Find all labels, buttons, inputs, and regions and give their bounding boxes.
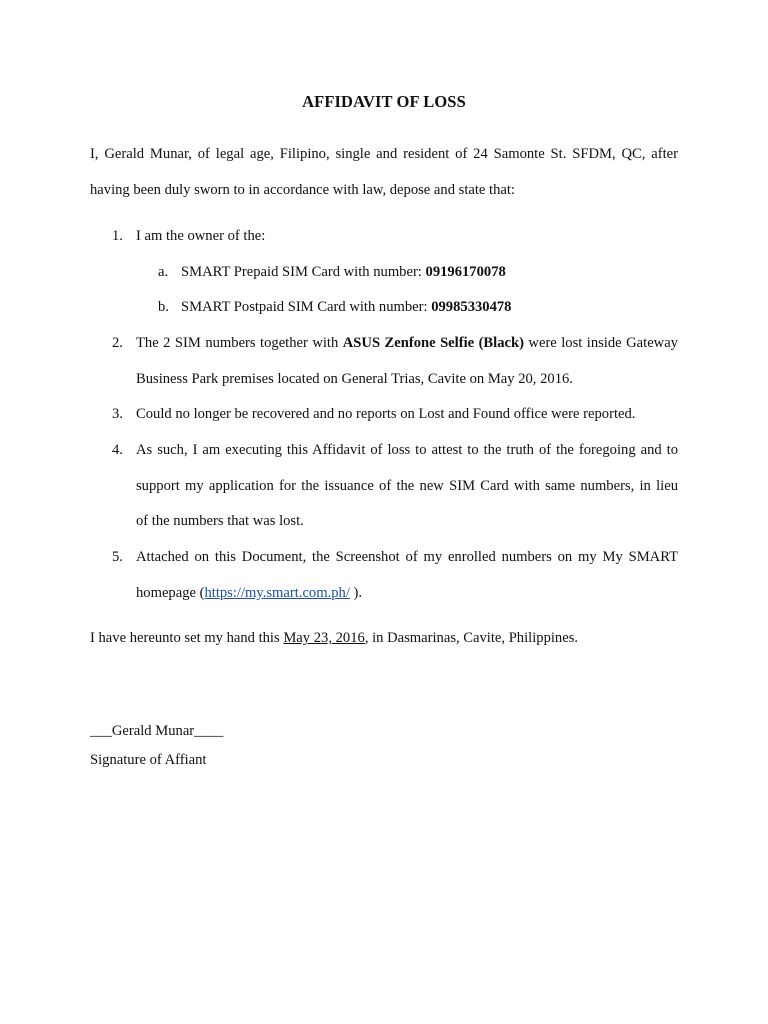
subitem-b-text <box>181 297 511 317</box>
subitem-a-letter: a. <box>158 264 169 280</box>
item-2-number: 2. <box>112 335 123 351</box>
item-5-line-1: Attached on this Document, the Screenshot of my enrolled numbers on my My SMART <box>136 549 678 565</box>
closing-statement <box>90 628 578 648</box>
subitem-b-letter: b. <box>158 299 169 315</box>
smart-homepage-link[interactable]: https://my.smart.com.ph/ <box>204 585 350 601</box>
item-3-text: Could no longer be recovered and no reports on Lost and Found office were reported. <box>136 406 636 422</box>
closing-date: May 23, 2016 <box>283 630 365 646</box>
item-2-line-2: Business Park premises located on General Trias, Cavite on May 20, 2016. <box>136 371 573 387</box>
item-4-line-3: of the numbers that was lost. <box>136 513 304 529</box>
item-3-number: 3. <box>112 406 123 422</box>
item-2-line-1 <box>136 333 678 353</box>
item-4-number: 4. <box>112 442 123 458</box>
item-5-post: ). <box>349 585 363 601</box>
signature-label: Signature of Affiant <box>90 752 207 768</box>
subitem-b-label: SMART Postpaid SIM Card with number: <box>181 299 432 315</box>
item-5-line-2 <box>136 583 362 603</box>
item-4-line-2: support my application for the issuance of the new SIM Card with same numbers, in lieu <box>136 478 678 494</box>
item-5-number: 5. <box>112 549 123 565</box>
subitem-a-text <box>181 262 506 282</box>
item-5-pre: homepage ( <box>136 585 205 601</box>
intro-line-1: I, Gerald Munar, of legal age, Filipino, single and resident of 24 Samonte St. SFDM, QC, after <box>90 146 678 162</box>
postpaid-number: 09985330478 <box>431 299 512 315</box>
subitem-a-label: SMART Prepaid SIM Card with number: <box>181 264 426 280</box>
item-2-device: ASUS Zenfone Selfie (Black) <box>342 335 524 351</box>
closing-pre: I have hereunto set my hand this <box>90 630 284 646</box>
item-2-pre: The 2 SIM numbers together with <box>136 335 343 351</box>
item-1-text: I am the owner of the: <box>136 228 266 244</box>
closing-post: , in Dasmarinas, Cavite, Philippines. <box>364 630 579 646</box>
item-4-line-1: As such, I am executing this Affidavit of loss to attest to the truth of the foregoing and to <box>136 442 678 458</box>
signature-line: ___Gerald Munar____ <box>90 723 224 739</box>
intro-line-2: having been duly sworn to in accordance with law, depose and state that: <box>90 182 515 198</box>
prepaid-number: 09196170078 <box>425 264 506 280</box>
document-title: AFFIDAVIT OF LOSS <box>302 92 466 111</box>
item-2-post: were lost inside Gateway <box>523 335 678 351</box>
item-1-number: 1. <box>112 228 123 244</box>
